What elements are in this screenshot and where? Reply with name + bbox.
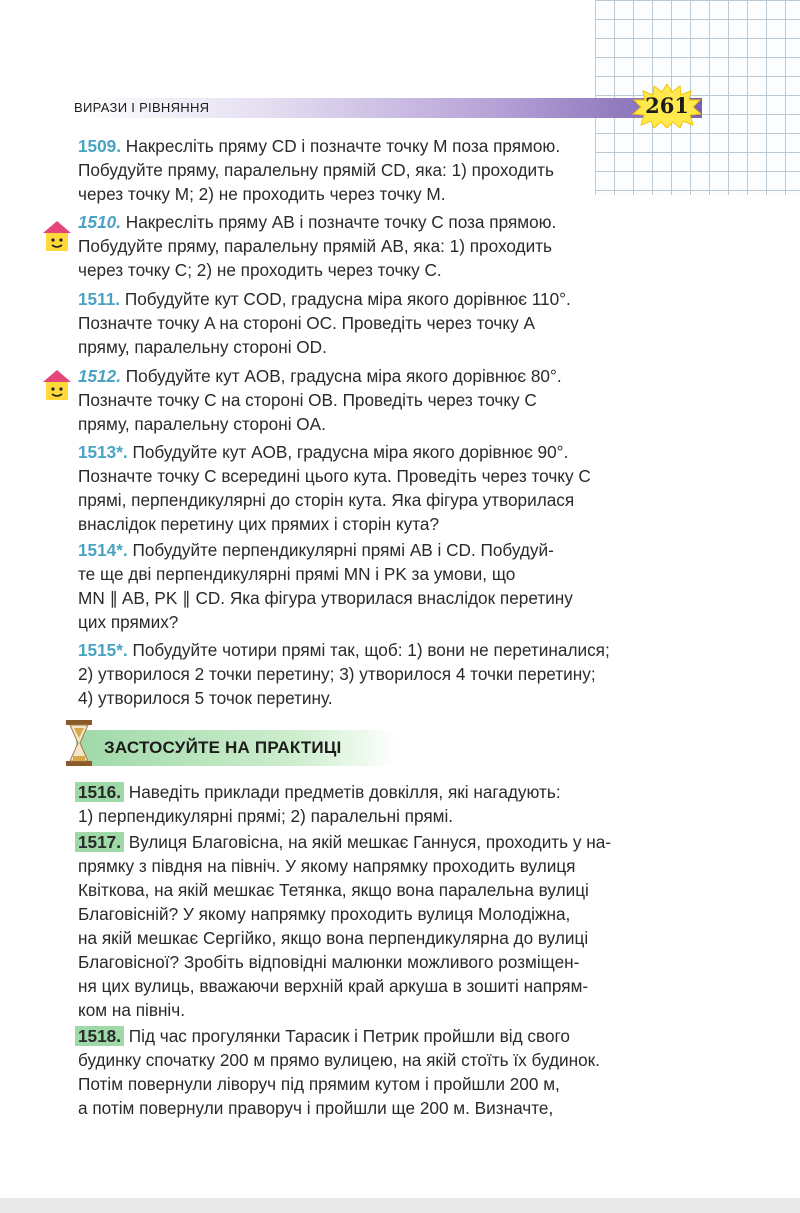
- problem-text: Під час прогулянки Тарасик і Петрик пройшли від свого: [128, 1026, 570, 1046]
- problem-text: те ще дві перпендикулярні прямі MN і PK за умови, що: [78, 564, 516, 584]
- problem-text: пряму, паралельну стороні OD.: [78, 337, 327, 357]
- problem-text: Потім повернули ліворуч під прямим кутом і пройшли 200 м,: [78, 1074, 560, 1094]
- problem-text: 4) утворилося 5 точок перетину.: [78, 688, 333, 708]
- problem-text: внаслідок перетину цих прямих і сторін кута?: [78, 514, 440, 534]
- problem-text: через точку C; 2) не проходить через точку C.: [78, 260, 442, 280]
- problem-number: 1512.: [78, 366, 122, 386]
- problem-number: 1517.: [75, 832, 124, 852]
- chapter-title: ВИРАЗИ І РІВНЯННЯ: [74, 100, 210, 115]
- problem-number: 1518.: [75, 1026, 124, 1046]
- house-icon: [42, 220, 72, 252]
- problem-1514: [78, 538, 694, 634]
- problem-text: Побудуйте кут AOB, градусна міра якого дорівнює 80°.: [125, 366, 562, 386]
- problem-number: 1511.: [78, 289, 121, 309]
- problem-text: Благовісної? Зробіть відповідні малюнки можливого розміщен-: [78, 952, 580, 972]
- problem-text: Вулиця Благовісна, на якій мешкає Ганнуся, проходить у на-: [128, 832, 612, 852]
- problem-number: 1510.: [78, 212, 122, 232]
- problem-1518: [78, 1024, 694, 1120]
- problem-1513: [78, 440, 694, 536]
- problem-text: будинку спочатку 200 м прямо вулицею, на якій стоїть їх будинок.: [78, 1050, 600, 1070]
- problem-text: Побудуйте пряму, паралельну прямій CD, яка: 1) проходить: [78, 160, 554, 180]
- problem-number: 1509.: [78, 136, 122, 156]
- problem-text: Накресліть пряму AB і позначте точку C поза прямою.: [125, 212, 557, 232]
- problem-text: Позначте точку A на стороні OC. Проведіть через точку A: [78, 313, 535, 333]
- problem-text: Побудуйте пряму, паралельну прямій AB, яка: 1) проходить: [78, 236, 553, 256]
- problem-text: Побудуйте кут COD, градусна міра якого дорівнює 110°.: [124, 289, 571, 309]
- problem-text: Позначте точку C всередині цього кута. Проведіть через точку C: [78, 466, 591, 486]
- problem-text: Накресліть пряму CD і позначте точку M поза прямою.: [125, 136, 561, 156]
- problem-text: через точку M; 2) не проходить через точку M.: [78, 184, 446, 204]
- problem-text: а потім повернули праворуч і пройшли ще 200 м. Визначте,: [78, 1098, 554, 1118]
- problem-text: Наведіть приклади предметів довкілля, які нагадують:: [128, 782, 561, 802]
- problem-text: MN ∥ AB, PK ∥ CD. Яка фігура утворилася внаслідок перетину: [78, 588, 573, 608]
- problem-text: Побудуйте перпендикулярні прямі AB і CD. Побудуй-: [132, 540, 554, 560]
- problem-number: 1513*.: [78, 442, 128, 462]
- problem-number: 1514*.: [78, 540, 128, 560]
- problem-1512: [78, 364, 694, 436]
- page-number: 261: [645, 93, 689, 118]
- page-number-badge: [632, 84, 702, 128]
- problem-1517: [78, 830, 694, 1022]
- problem-number: 1516.: [75, 782, 124, 802]
- section-title: ЗАСТОСУЙТЕ НА ПРАКТИЦІ: [104, 738, 342, 757]
- problem-text: Квіткова, на якій мешкає Тетянка, якщо вона паралельна вулиці: [78, 880, 589, 900]
- problem-text: 2) утворилося 2 точки перетину; 3) утворилося 4 точки перетину;: [78, 664, 596, 684]
- problem-1515: [78, 638, 694, 710]
- problem-text: ня цих вулиць, вважаючи верхній край аркуша в зошиті напрям-: [78, 976, 589, 996]
- problem-text: Побудуйте кут AOB, градусна міра якого дорівнює 90°.: [132, 442, 569, 462]
- problem-text: 1) перпендикулярні прямі; 2) паралельні прямі.: [78, 806, 454, 826]
- problem-1510: [78, 210, 694, 282]
- hourglass-icon: [64, 718, 94, 768]
- page-bottom-strip: [0, 1198, 800, 1213]
- problem-number: 1515*.: [78, 640, 128, 660]
- problem-text: Благовісній? У якому напрямку проходить вулиця Молодіжна,: [78, 904, 571, 924]
- problem-1511: [78, 287, 694, 359]
- problem-1516: [78, 780, 694, 828]
- problem-text: цих прямих?: [78, 612, 179, 632]
- problem-text: пряму, паралельну стороні OA.: [78, 414, 326, 434]
- problem-text: Позначте точку C на стороні OB. Проведіть через точку C: [78, 390, 537, 410]
- problem-text: на якій мешкає Сергійко, якщо вона перпендикулярна до вулиці: [78, 928, 589, 948]
- house-icon: [42, 369, 72, 401]
- problem-1509: [78, 134, 694, 206]
- problem-text: Побудуйте чотири прямі так, щоб: 1) вони не перетиналися;: [132, 640, 610, 660]
- problem-text: прямі, перпендикулярні до сторін кута. Яка фігура утворилася: [78, 490, 575, 510]
- problem-text: ком на північ.: [78, 1000, 185, 1020]
- problem-text: прямку з півдня на північ. У якому напрямку проходить вулиця: [78, 856, 576, 876]
